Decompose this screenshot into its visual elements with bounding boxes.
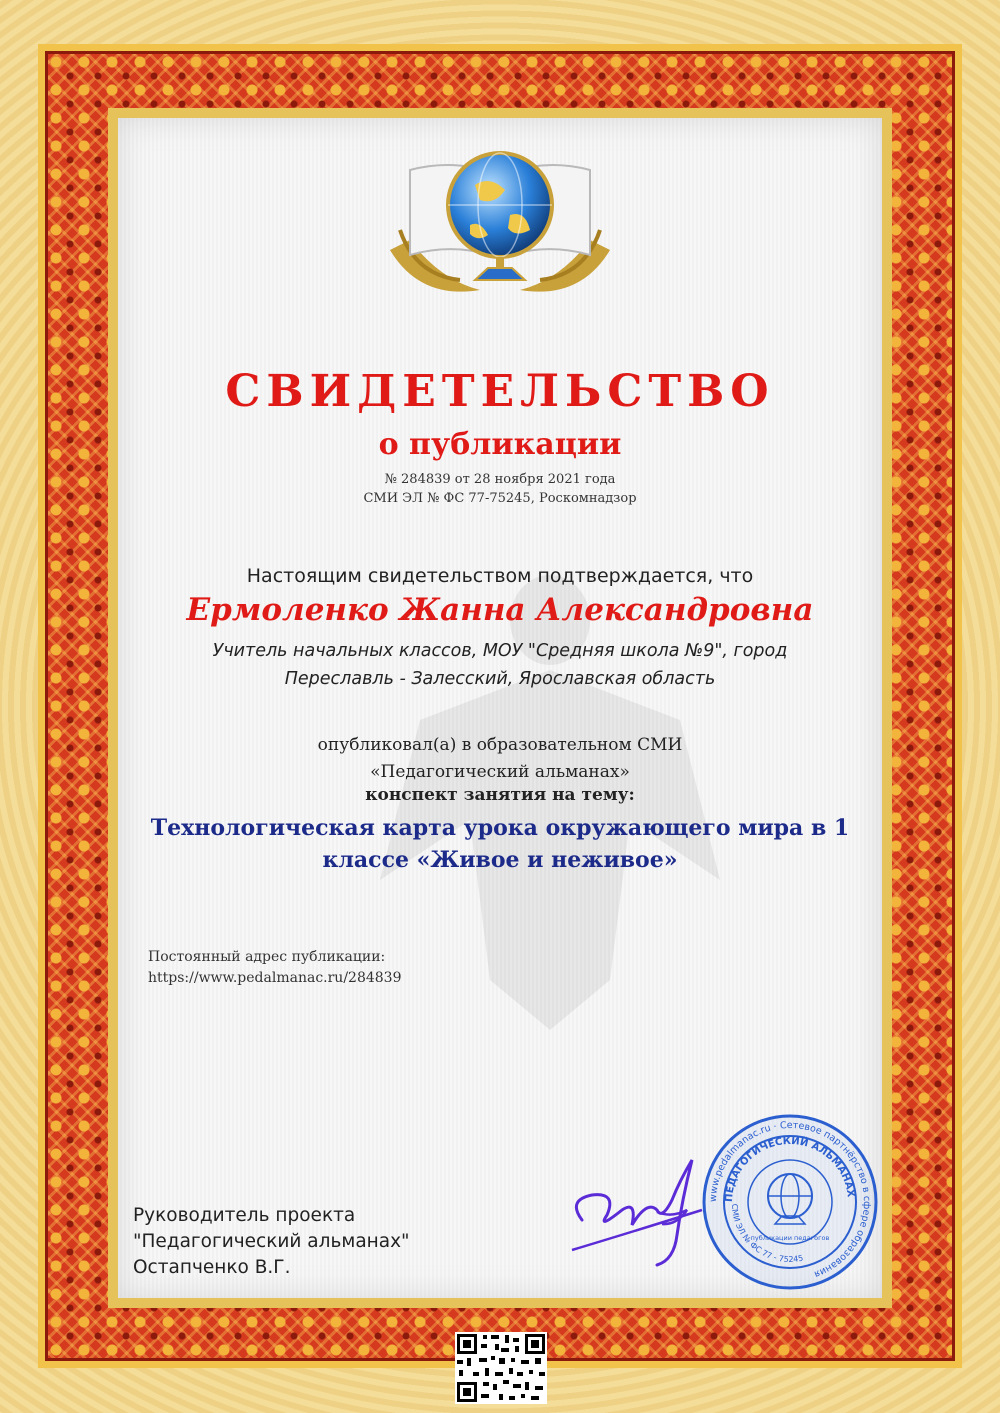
leader-project: "Педагогический альманах" xyxy=(133,1231,410,1252)
stamp-outer-text: www.pedalmanac.ru · Сетевое партнёрство в сфере образования xyxy=(707,1119,873,1280)
qr-code-icon[interactable] xyxy=(455,1332,547,1404)
book-globe-emblem-icon xyxy=(380,130,620,305)
topic-label: конспект занятия на тему: xyxy=(365,785,635,805)
published-line-2: «Педагогический альманах» xyxy=(370,762,630,782)
stamp-reg-text: СМИ ЭЛ № ФС 77 - 75245 xyxy=(729,1203,805,1265)
stamp-name-text: ПЕДАГОГИЧЕСКИЙ АЛЬМАНАХ xyxy=(723,1135,856,1203)
recipient-position: Учитель начальных классов, МОУ "Средняя школа №9", город Переславль - Залесский, Ярославская область xyxy=(212,641,788,689)
leader-name: Остапченко В.Г. xyxy=(133,1257,291,1278)
registration-number: № 284839 от 28 ноября 2021 года xyxy=(384,472,616,487)
round-stamp-icon xyxy=(700,1112,880,1292)
recipient-name: Ермоленко Жанна Александровна xyxy=(186,592,814,628)
publication-address xyxy=(148,947,401,989)
publication-topic: Технологическая карта урока окружающего мира в 1 классе «Живое и неживое» xyxy=(150,815,850,873)
published-statement xyxy=(118,732,882,786)
signature-icon xyxy=(562,1140,712,1280)
published-line-1: опубликовал(а) в образовательном СМИ xyxy=(317,735,683,755)
leader-role: Руководитель проекта xyxy=(133,1205,356,1226)
certificate-title: СВИДЕТЕЛЬСТВО xyxy=(225,366,775,417)
media-registration: СМИ ЭЛ № ФС 77-75245, Роскомнадзор xyxy=(363,491,637,506)
project-leader xyxy=(133,1203,410,1281)
url-label: Постоянный адрес публикации: xyxy=(148,949,386,965)
publication-url[interactable]: https://www.pedalmanac.ru/284839 xyxy=(148,970,402,986)
stamp-bottom-text: публикации педагогов xyxy=(750,1234,830,1242)
confirmation-intro: Настоящим свидетельством подтверждается, что xyxy=(246,565,754,587)
certificate-subtitle: о публикации xyxy=(378,427,622,462)
